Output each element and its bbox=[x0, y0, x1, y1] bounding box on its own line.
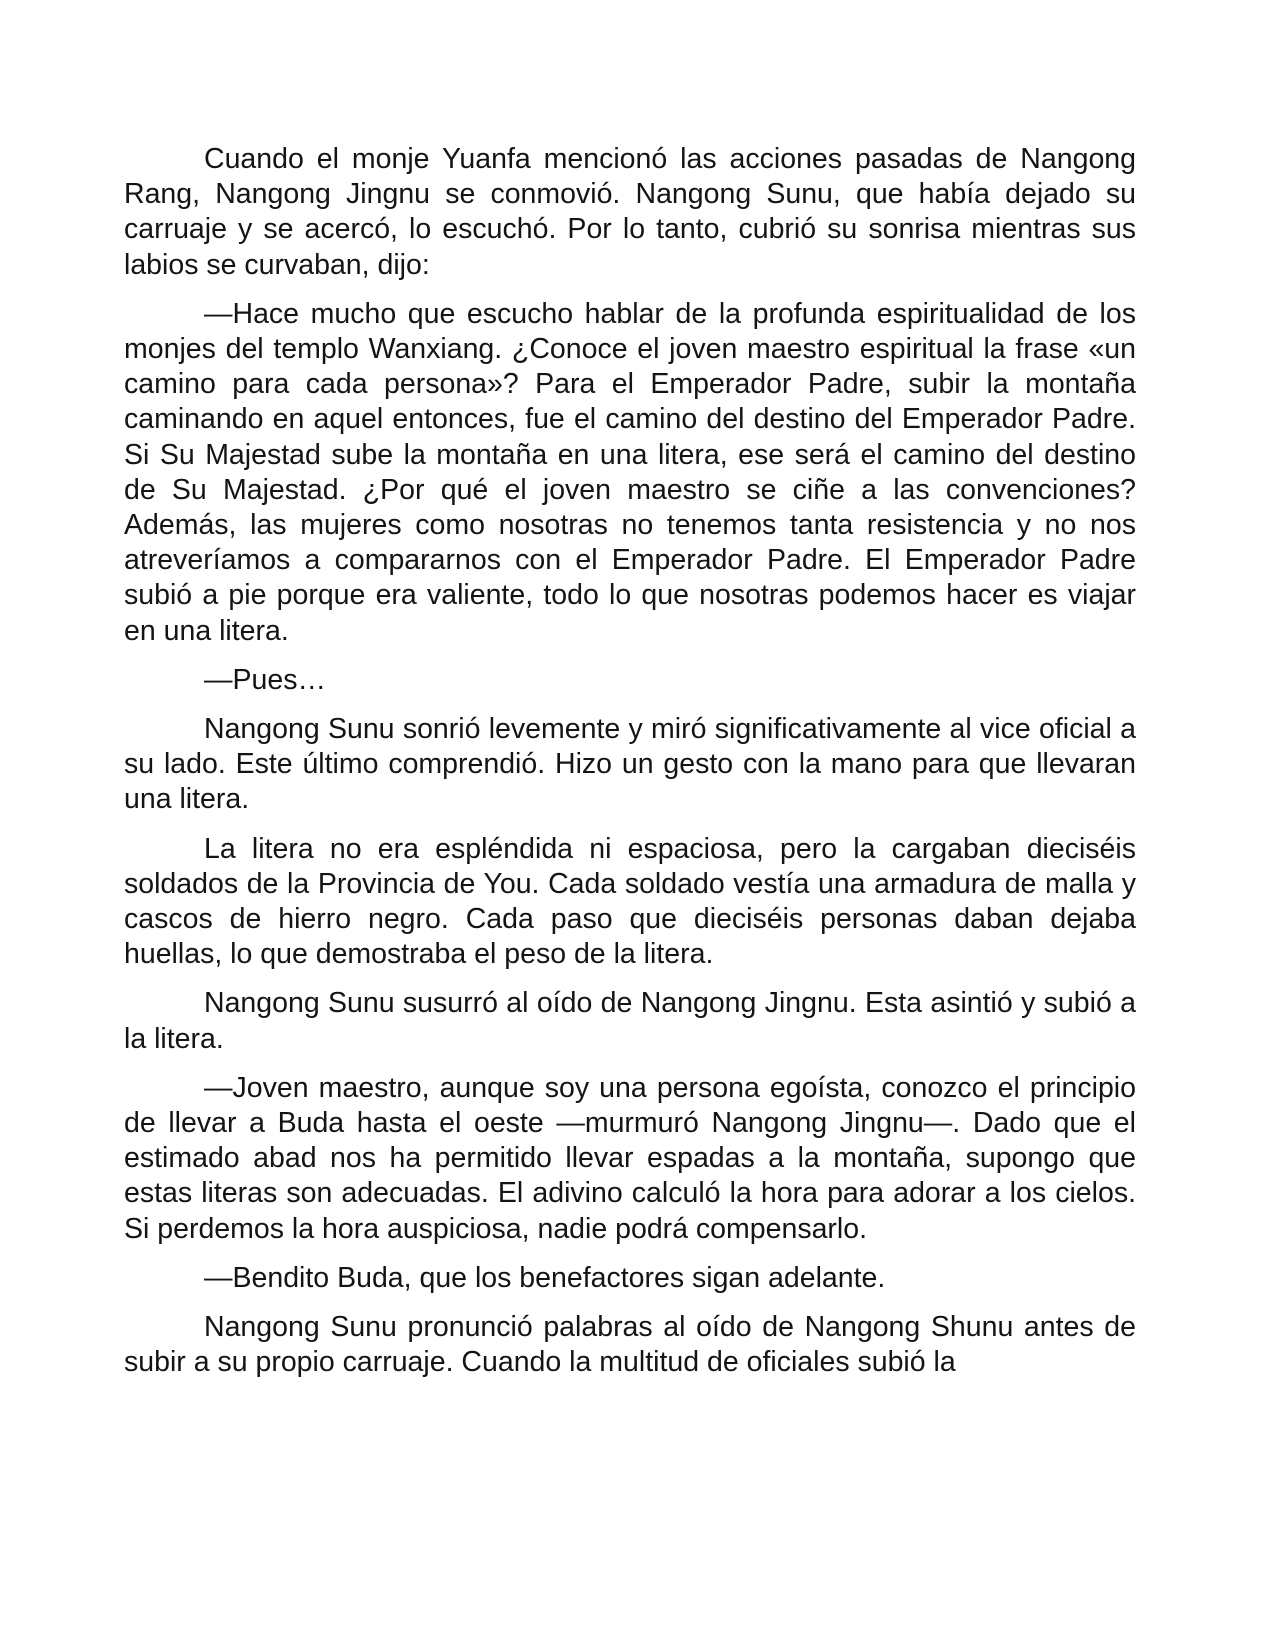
paragraph: Nangong Sunu sonrió levemente y miró significativamente al vice oficial a su lado. Este último comprendió. Hizo un gesto con la mano para que llevaran una litera. bbox=[124, 713, 1136, 816]
paragraph: Nangong Sunu pronunció palabras al oído de Nangong Shunu antes de subir a su propio carruaje. Cuando la multitud de oficiales subió la bbox=[124, 1311, 1136, 1379]
document-page bbox=[124, 142, 1136, 1395]
paragraph: —Hace mucho que escucho hablar de la profunda espiritualidad de los monjes del templo Wanxiang. ¿Conoce el joven maestro espiritual la frase «un camino para cada persona»? Para el Emperador Padre, subir la montaña caminando en aquel entonces, fue el camino del destino del Emperador Padre. Si Su Majestad sube la montaña en una litera, ese será el camino del destino de Su Majestad. ¿Por qué el joven maestro se ciñe a las convenciones? Además, las mujeres como nosotras no tenemos tanta resistencia y no nos atreveríamos a compararnos con el Emperador Padre. El Emperador Padre subió a pie porque era valiente, todo lo que nosotras podemos hacer es viajar en una litera. bbox=[124, 297, 1136, 647]
paragraph: —Pues… bbox=[204, 663, 326, 696]
paragraph: La litera no era espléndida ni espaciosa, pero la cargaban dieciséis soldados de la Provincia de You. Cada soldado vestía una armadura de malla y cascos de hierro negro. Cada paso que dieciséis personas daban dejaba huellas, lo que demostraba el peso de la litera. bbox=[124, 832, 1136, 971]
paragraph: —Bendito Buda, que los benefactores sigan adelante. bbox=[204, 1261, 886, 1294]
paragraph: —Joven maestro, aunque soy una persona egoísta, conozco el principio de llevar a Buda hasta el oeste —murmuró Nangong Jingnu—. Dado que el estimado abad nos ha permitido llevar espadas a la montaña, supongo que estas literas son adecuadas. El adivino calculó la hora para adorar a los cielos. Si perdemos la hora auspiciosa, nadie podrá compensarlo. bbox=[124, 1071, 1136, 1245]
paragraph: Nangong Sunu susurró al oído de Nangong Jingnu. Esta asintió y subió a la litera. bbox=[124, 987, 1136, 1055]
paragraph: Cuando el monje Yuanfa mencionó las acciones pasadas de Nangong Rang, Nangong Jingnu se conmovió. Nangong Sunu, que había dejado su carruaje y se acercó, lo escuchó. Por lo tanto, cubrió su sonrisa mientras sus labios se curvaban, dijo: bbox=[124, 143, 1136, 281]
